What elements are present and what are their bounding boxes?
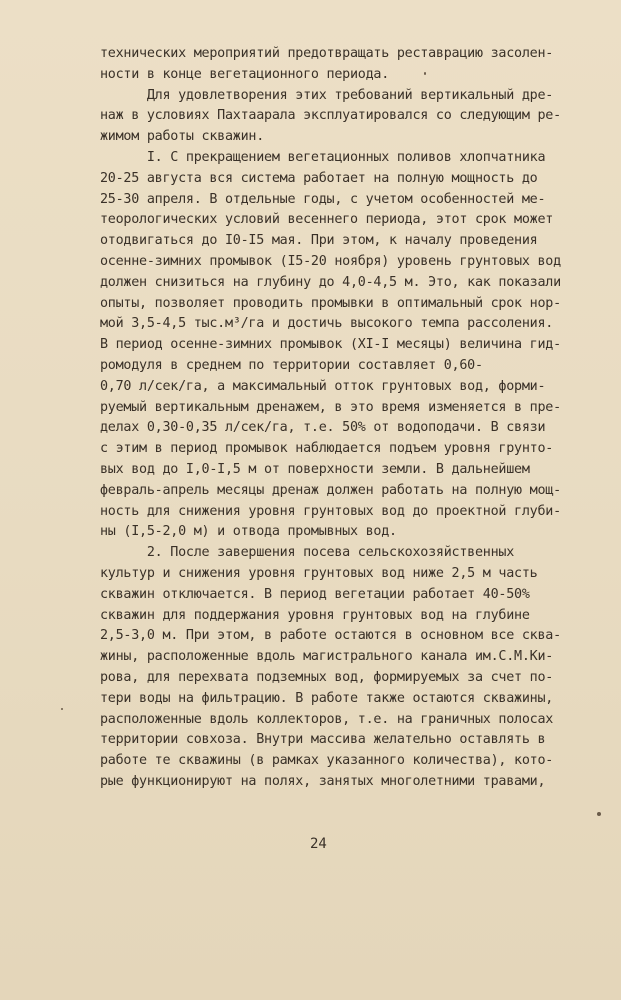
text-line: отодвигаться до I0-I5 мая. При этом, к началу проведения <box>100 233 538 249</box>
text-line: 2. После завершения посева сельскохозяйственных <box>100 545 515 561</box>
text-line: жимом работы скважин. <box>100 129 265 145</box>
text-line: опыты, позволяет проводить промывки в оптимальный срок нор- <box>100 295 561 311</box>
text-line: скважин отключается. В период вегетации работает 40-50% <box>100 586 530 602</box>
text-line: I. С прекращением вегетационных поливов хлопчатника <box>100 149 546 165</box>
text-line: ности в конце вегетационного периода. <box>100 66 390 82</box>
text-line: Для удовлетворения этих требований вертикальный дре- <box>100 87 554 103</box>
text-line: ны (I,5-2,0 м) и отвода промывных вод. <box>100 524 397 540</box>
text-line: культур и снижения уровня грунтовых вод ниже 2,5 м часть <box>100 565 538 581</box>
page-number: 24 <box>310 836 327 852</box>
text-line: 20-25 августа вся система работает на полную мощность до <box>100 170 538 186</box>
text-line: мой 3,5-4,5 тыс.м³/га и достичь высокого темпа рассоления. <box>100 316 554 332</box>
text-line: руемый вертикальным дренажем, в это время изменяется в пре- <box>100 399 561 415</box>
text-line: должен снизиться на глубину до 4,0-4,5 м. Это, как показали <box>100 274 561 290</box>
text-line: с этим в период промывок наблюдается подъем уровня грунто- <box>100 441 554 457</box>
text-line: расположенные вдоль коллекторов, т.е. на граничных полосах <box>100 711 554 727</box>
text-line: наж в условиях Пахтаарала эксплуатировался со следующим ре- <box>100 108 561 124</box>
text-line: 25-30 апреля. В отдельные годы, с учетом особенностей ме- <box>100 191 546 207</box>
text-line: технических мероприятий предотвращать реставрацию засолен- <box>100 46 554 61</box>
text-line: ромодуля в среднем по территории составляет 0,60- <box>100 357 483 373</box>
text-line: теорологических условий весеннего периода, этот срок может <box>100 212 554 228</box>
text-line: осенне-зимних промывок (I5-20 ноября) уровень грунтовых вод <box>100 253 561 269</box>
text-line: рые функционируют на полях, занятых многолетними травами, <box>100 773 546 789</box>
text-line: жины, расположенные вдоль магистрального канала им.С.М.Ки- <box>100 649 554 665</box>
text-line: скважин для поддержания уровня грунтовых вод на глубине <box>100 607 530 623</box>
text-line: 0,70 л/сек/га, а максимальный отток грунтовых вод, форми- <box>100 378 546 394</box>
text-line: территории совхоза. Внутри массива желательно оставлять в <box>100 732 546 748</box>
text-line: тери воды на фильтрацию. В работе также остаются скважины, <box>100 690 554 706</box>
text-line: ность для снижения уровня грунтовых вод до проектной глуби- <box>100 503 561 519</box>
text-line: вых вод до I,0-I,5 м от поверхности земли. В дальнейшем <box>100 461 530 477</box>
text-line: 2,5-3,0 м. При этом, в работе остаются в основном все сква- <box>100 628 561 644</box>
text-line: В период осенне-зимних промывок (XI-I месяцы) величина гид- <box>100 337 561 353</box>
text-line: делах 0,30-0,35 л/сек/га, т.е. 50% от водоподачи. В связи <box>100 420 546 436</box>
paper-speck <box>597 812 601 816</box>
paper-speck <box>424 72 426 75</box>
paper-speck <box>61 708 63 710</box>
text-line: работе те скважины (в рамках указанного количества), кото- <box>100 753 554 769</box>
body-text <box>100 44 590 793</box>
text-line: рова, для перехвата подземных вод, формируемых за счет по- <box>100 669 554 685</box>
text-line: февраль-апрель месяцы дренаж должен работать на полную мощ- <box>100 482 561 498</box>
